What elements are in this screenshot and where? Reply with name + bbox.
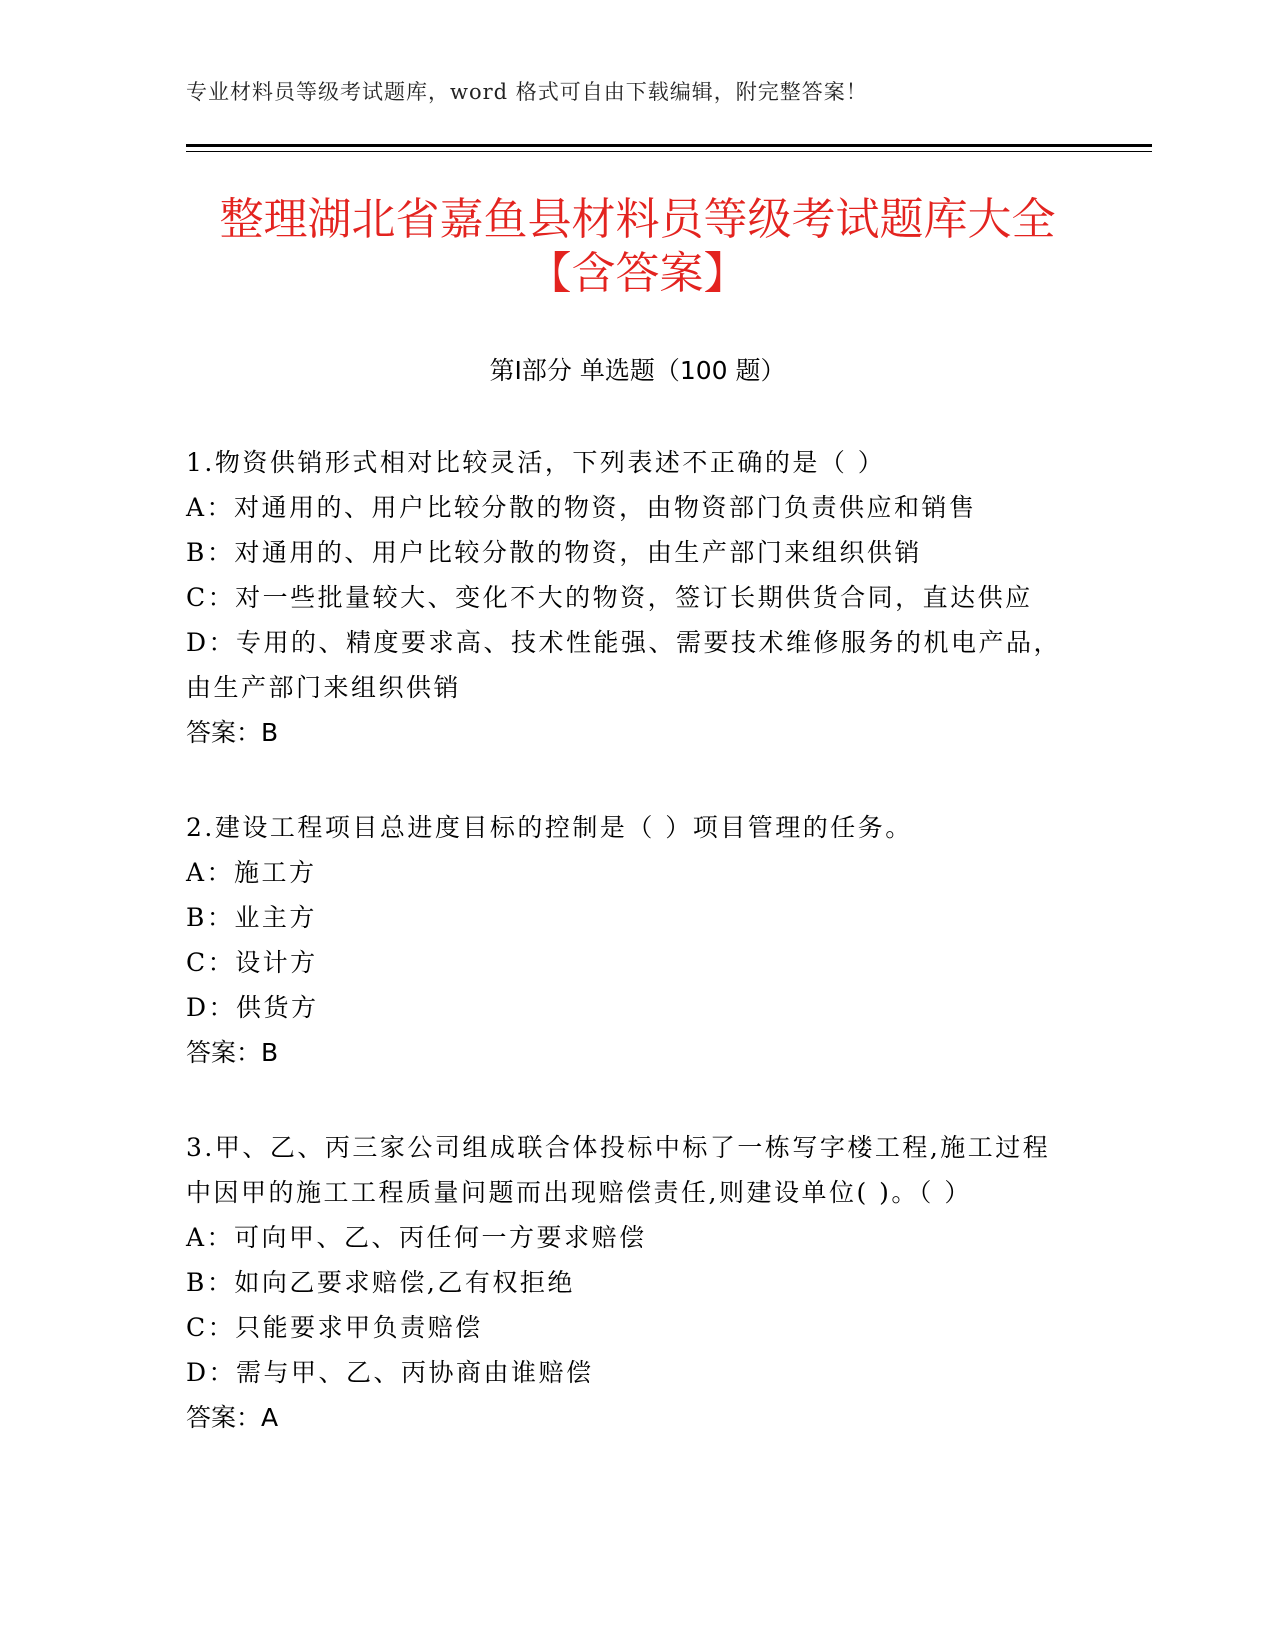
option-c: C：只能要求甲负责赔偿 [186,1313,483,1342]
option-d: D：供货方 [186,993,319,1022]
question-2 [186,805,1076,1075]
option-a: A：施工方 [186,858,317,887]
question-stem: 1.物资供销形式相对比较灵活，下列表述不正确的是（ ） [186,448,886,477]
option-a: A：可向甲、乙、丙任何一方要求赔偿 [186,1223,647,1252]
option-c: C：设计方 [186,948,318,977]
answer: 答案：A [186,1403,279,1432]
option-b: B：业主方 [186,903,317,932]
question-stem: 2.建设工程项目总进度目标的控制是（ ）项目管理的任务。 [186,813,913,842]
question-list [186,440,1076,1440]
option-d: D：专用的、精度要求高、技术性能强、需要技术维修服务的机电产品，由生产部门来组织供销 [186,628,1062,702]
header-divider-thick [186,144,1152,147]
header-divider-thin [186,151,1152,152]
option-b: B：对通用的、用户比较分散的物资，由生产部门来组织供销 [186,538,922,567]
document-title-line2: 【含答案】 [527,248,748,299]
section-heading: 第Ⅰ部分 单选题（100 题） [489,356,786,385]
option-a: A：对通用的、用户比较分散的物资，由物资部门负责供应和销售 [186,493,977,522]
header-note: 专业材料员等级考试题库，word 格式可自由下载编辑，附完整答案！ [186,80,868,104]
option-b: B：如向乙要求赔偿,乙有权拒绝 [186,1268,575,1297]
question-stem: 3.甲、乙、丙三家公司组成联合体投标中标了一栋写字楼工程,施工过程中因甲的施工工程质量问题而出现赔偿责任,则建设单位( )。（ ） [186,1133,1051,1207]
option-c: C：对一些批量较大、变化不大的物资，签订长期供货合同，直达供应 [186,583,1033,612]
question-1 [186,440,1076,755]
document-title [150,193,1125,301]
document-title-line1: 整理湖北省嘉鱼县材料员等级考试题库大全 [219,194,1056,245]
option-d: D：需与甲、乙、丙协商由谁赔偿 [186,1358,594,1387]
question-3 [186,1125,1076,1440]
answer: 答案：B [186,1038,279,1067]
answer: 答案：B [186,718,279,747]
